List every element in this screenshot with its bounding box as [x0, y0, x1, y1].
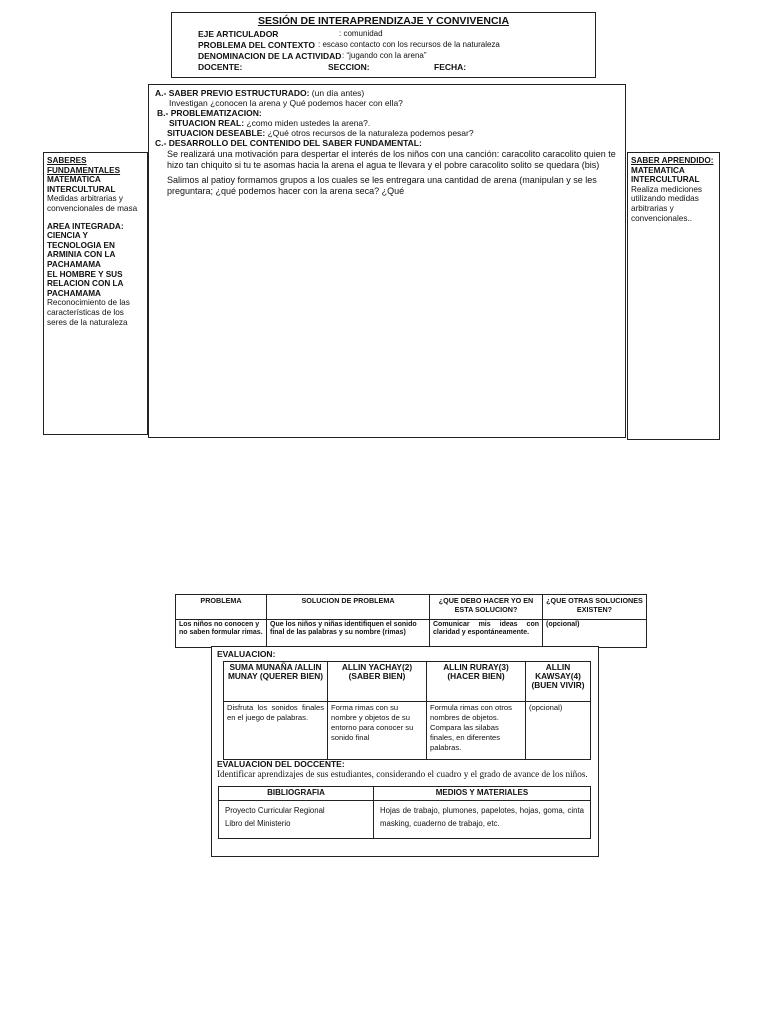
bibliografia-item-2: Libro del Ministerio [225, 819, 291, 828]
hacer-bien-cell: Formula rimas con otros nombres de objetos. Compara las silabas finales, en diferentes palabras. [427, 702, 526, 760]
bibliografia-item-1: Proyecto Curricular Regional [225, 806, 325, 815]
col-medios-materiales: MEDIOS Y MATERIALES [374, 787, 591, 801]
area2-line-2: EL HOMBRE Y SUS RELACION CON LA PACHAMAMA [47, 269, 124, 298]
area1-name: MATEMATICA INTERCULTURAL [47, 175, 116, 194]
problema-cell: Los niños no conocen y no saben formular rimas. [176, 620, 267, 648]
evaluacion-box [211, 646, 599, 857]
saber-bien-cell: Forma rimas con su nombre y objetos de su entorno para conocer su sonido final [328, 702, 427, 760]
situacion-deseable-label: SITUACION DESEABLE: [167, 128, 266, 138]
situacion-real-text: ¿como miden ustedes la arena?. [244, 118, 371, 128]
denominacion-label: DENOMINACION DE LA ACTIVIDAD [198, 51, 342, 61]
que-debo-hacer-cell: Comunicar mis ideas con claridad y espontáneamente. [430, 620, 543, 648]
eje-value: : comunidad [339, 29, 383, 38]
col-que-debo-hacer: ¿QUE DEBO HACER YO EN ESTA SOLUCION? [430, 595, 543, 620]
saberes-title: SABERES FUNDAMENTALES [47, 156, 121, 175]
bibliografia-row [219, 801, 591, 839]
evaluacion-row [224, 702, 591, 760]
area1-text: Medidas arbitrarias y convencionales de masa [47, 194, 138, 213]
saber-aprendido-panel [627, 152, 720, 440]
otras-soluciones-cell: (opcional) [543, 620, 647, 648]
evaluacion-label: EVALUACION: [217, 649, 276, 659]
col-saber-bien: ALLIN YACHAY(2) (SABER BIEN) [328, 662, 427, 702]
saber-aprendido-title: SABER APRENDIDO: [631, 156, 714, 165]
problema-value: : escaso contacto con los recursos de la naturaleza [318, 40, 500, 49]
col-hacer-bien: ALLIN RURAY(3) (HACER BIEN) [427, 662, 526, 702]
desarrollo-paragraph-1: Se realizará una motivación para despertar el interés de los niños con una canción: caracolito caracolito quien te hizo tan chiquito si tu te asomas hacia la arena el agua te llevara y el pobre caracolito solito se quedara (bis) [167, 149, 616, 170]
denominacion-value: : “jugando con la arena” [342, 51, 427, 60]
area2-text: Reconocimiento de las características de los seres de la naturaleza [47, 298, 130, 327]
evaluacion-header-row [224, 662, 591, 702]
evaluacion-docente-text: Identificar aprendizajes de sus estudiantes, considerando el cuadro y el grado de avance de los niños. [217, 769, 588, 779]
bibliografia-cell [219, 801, 374, 839]
medios-materiales-cell: Hojas de trabajo, plumones, papelotes, hojas, goma, cinta masking, cuaderno de trabajo, etc. [374, 801, 591, 839]
solucion-cell: Que los niños y niñas identifiquen el sonido final de las palabras y su nombre (rimas) [267, 620, 430, 648]
col-problema: PROBLEMA [176, 595, 267, 620]
problema-label: PROBLEMA DEL CONTEXTO [198, 40, 315, 50]
fecha-label: FECHA: [434, 62, 467, 72]
situacion-deseable-text: ¿Qué otros recursos de la naturaleza podemos pesar? [265, 128, 474, 138]
page-title: SESIÓN DE INTERAPRENDIZAJE Y CONVIVENCIA [257, 15, 510, 27]
desarrollo-box [148, 84, 626, 438]
buen-vivir-cell: (opcional) [526, 702, 591, 760]
seccion-label: SECCION: [328, 62, 370, 72]
saber-previo-label: A.- SABER PREVIO ESTRUCTURADO: [155, 88, 310, 98]
desarrollo-paragraph-2: Salimos al patioy formamos grupos a los cuales se les entregara una cantidad de arena (manipulan y se les preguntara; ¿qué podemos hacer con la arena seca? ¿Qué [167, 175, 597, 196]
situacion-real-label: SITUACION REAL: [169, 118, 245, 128]
problema-table [175, 594, 647, 648]
saber-previo-text: Investigan ¿conocen la arena y Qué podemos hacer con ella? [169, 98, 403, 108]
area2-line-1: CIENCIA Y TECNOLOGIA EN ARMINIA CON LA PACHAMAMA [47, 231, 116, 269]
evaluacion-table [223, 661, 591, 760]
saber-aprendido-area: MATEMATICA INTERCULTURAL [631, 165, 700, 185]
docente-label: DOCENTE: [198, 62, 243, 72]
bibliografia-header-row [219, 787, 591, 801]
problema-header-row [176, 595, 647, 620]
col-querer-bien: SUMA MUNAÑA /ALLIN MUNAY (QUERER BIEN) [224, 662, 328, 702]
saberes-panel [43, 152, 148, 435]
querer-bien-cell: Disfruta los sonidos finales en el juego de palabras. [224, 702, 328, 760]
header-box [171, 12, 596, 78]
problematizacion-label: B.- PROBLEMATIZACION: [157, 108, 262, 118]
problema-row [176, 620, 647, 648]
col-buen-vivir: ALLIN KAWSAY(4) (BUEN VIVIR) [526, 662, 591, 702]
desarrollo-label: C.- DESARROLLO DEL CONTENIDO DEL SABER FUNDAMENTAL: [155, 138, 422, 148]
saber-aprendido-text: Realiza mediciones utilizando medidas arbitrarias y convencionales.. [631, 184, 702, 223]
eje-label: EJE ARTICULADOR [198, 29, 279, 39]
col-solucion: SOLUCION DE PROBLEMA [267, 595, 430, 620]
saber-previo-extra: (un día antes) [309, 88, 365, 98]
area-integrada-title: AREA INTEGRADA: [47, 221, 124, 231]
bibliografia-table [218, 786, 591, 839]
evaluacion-docente-label: EVALUACION DEL DOCCENTE: [217, 759, 345, 769]
col-bibliografia: BIBLIOGRAFIA [219, 787, 374, 801]
col-otras-soluciones: ¿QUE OTRAS SOLUCIONES EXISTEN? [543, 595, 647, 620]
